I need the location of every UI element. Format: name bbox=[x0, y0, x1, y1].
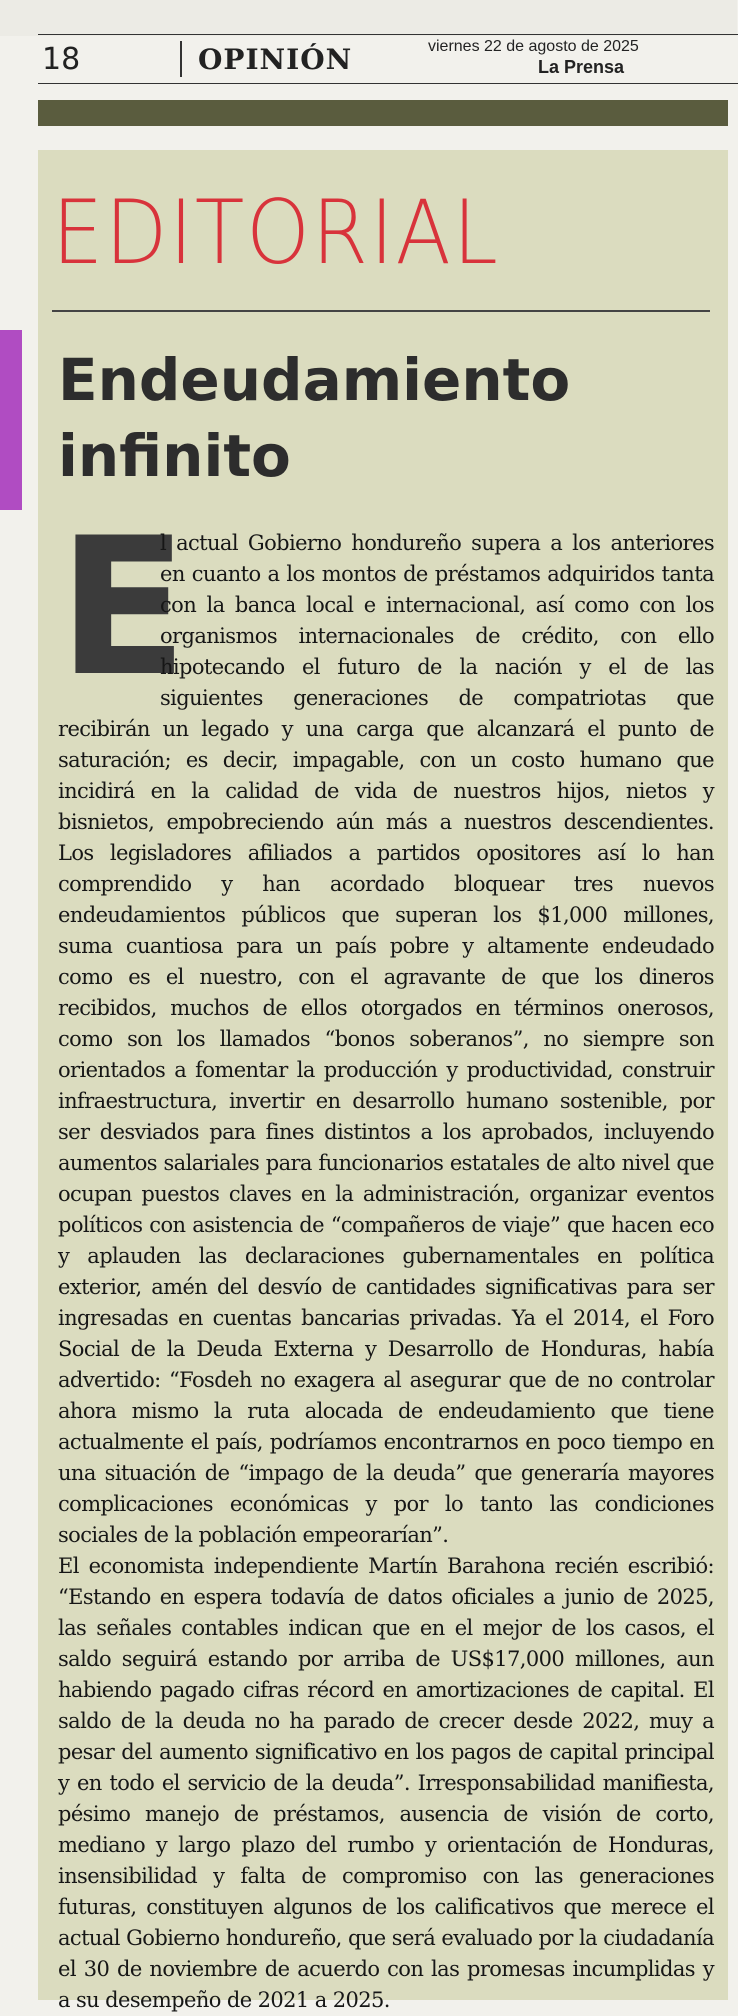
page-header bbox=[38, 34, 738, 84]
paragraph-1 bbox=[58, 497, 714, 1551]
section-name: OPINIÓN bbox=[198, 43, 353, 76]
paragraph-2: El economista independiente Martín Barahona recién escribió: “Estando en espera todavía de datos oficiales a junio de 2025, las señales contables indican que en el mejor de los casos, el saldo seguirá estando por arriba de US$17,000 millones, aun habiendo pagado cifras récord en amortizaciones de capital. El saldo de la deuda no ha parado de crecer desde 2022, muy a pesar del aumento significativo en los pagos de capital principal y en todo el servicio de la deuda”. Irresponsabilidad manifiesta, pésimo manejo de préstamos, ausencia de visión de corto, mediano y largo plazo del rumbo y orientación de Honduras, insensibilidad y falta de compromiso con las generaciones futuras, constituyen algunos de los calificativos que merece el actual Gobierno hondureño, que será evaluado por la ciudadanía el 30 de noviembre de acuerdo con las promesas incumplidas y a su desempeño de 2021 a 2025. bbox=[58, 1554, 714, 2012]
page-top-strip bbox=[0, 0, 737, 36]
paragraph-1-text: l actual Gobierno hondureño supera a los anteriores en cuanto a los montos de préstamos adquiridos tanta con la banca local e internacional, así como con los organismos internacionales de crédito, con ello hipotecando el futuro de la nación y el de las siguientes generaciones de compatriotas que recibirán un legado y una carga que alcanzará el punto de saturación; es decir, impagable, con un costo humano que incidirá en la calidad de vida de nuestros hijos, nietos y bisnietos, empobreciendo aún más a nuestros descendientes. Los legisladores afiliados a partidos opositores así lo han comprendido y han acordado bloquear tres nuevos endeudamientos públicos que superan los $1,000 millones, suma cuantiosa para un país pobre y altamente endeudado como es el nuestro, con el agravante de que los dineros recibidos, muchos de ellos otorgados en términos onerosos, como son los llamados “bonos soberanos”, no siempre son orientados a fomentar la producción y productividad, construir infraestructura, invertir en desarrollo humano sostenible, por ser desviados para fines distintos a los aprobados, incluyendo aumentos salariales para funcionarios estatales de alto nivel que ocupan puestos claves en la administración, organizar eventos políticos con asistencia de “compañeros de viaje” que hacen eco y aplauden las declaraciones gubernamentales en política exterior, amén del desvío de cantidades significativas para ser ingresadas en cuentas bancarias privadas. Ya el 2014, el Foro Social de la Deuda Externa y Desarrollo de Honduras, había advertido: “Fosdeh no exagera al asegurar que de no controlar ahora mismo la ruta alocada de endeudamiento que tiene actualmente el país, podríamos encontrarnos en poco tiempo en una situación de “impago de la deuda” que generaría mayores complicaciones económicas y por lo tanto las condiciones sociales de la población empeorarían”. bbox=[58, 531, 714, 1547]
highlighter-mark bbox=[0, 330, 22, 510]
article-headline: Endeudamiento infinito bbox=[58, 346, 571, 490]
section-band bbox=[38, 100, 728, 126]
drop-cap: E bbox=[58, 497, 188, 718]
issue-date: viernes 22 de agosto de 2025 bbox=[428, 38, 639, 55]
article-body bbox=[58, 497, 714, 2016]
publication-name: La Prensa bbox=[538, 57, 625, 77]
kicker-rule bbox=[52, 310, 710, 312]
page-number: 18 bbox=[42, 42, 81, 77]
editorial-kicker: EDITORIAL bbox=[52, 181, 500, 284]
header-divider bbox=[180, 41, 182, 77]
